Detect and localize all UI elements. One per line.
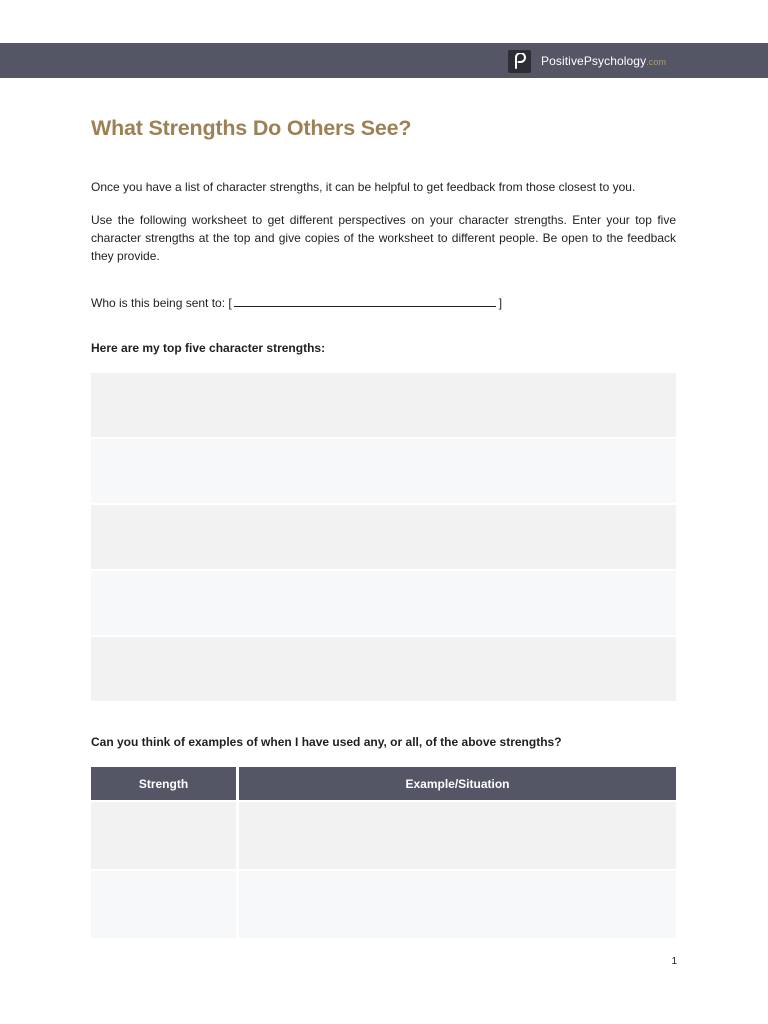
intro-paragraph-1: Once you have a list of character strengths, it can be helpful to get feedback from those closest to you. [91, 180, 636, 194]
sent-to-field[interactable] [234, 294, 496, 307]
strength-entry-1[interactable] [91, 373, 676, 437]
intro-paragraph-2: Use the following worksheet to get different perspectives on your character strengths. Enter your top five character strengths at the top and give copies of the worksheet to different people. Be open to the feedback they provide. [91, 213, 676, 263]
p-logo-icon [508, 50, 531, 73]
column-header-example: Example/Situation [239, 767, 676, 800]
page-title: What Strengths Do Others See? [91, 116, 412, 140]
sent-to-row [91, 294, 502, 312]
sent-to-label: Who is this being sent to: [ [91, 296, 232, 310]
strength-entry-3[interactable] [91, 505, 676, 569]
strength-entry-5[interactable] [91, 637, 676, 701]
brand[interactable] [508, 49, 666, 73]
strength-entry-4[interactable] [91, 571, 676, 635]
table-cell-strength-1[interactable] [91, 802, 236, 869]
strength-entry-2[interactable] [91, 439, 676, 503]
table-cell-example-2[interactable] [239, 871, 676, 938]
strengths-heading: Here are my top five character strengths: [91, 341, 326, 355]
header-bar [0, 43, 768, 78]
brand-name: PositivePsychology.com [541, 54, 667, 68]
examples-question: Can you think of examples of when I have used any, or all, of the above strengths? [91, 735, 562, 749]
sent-to-close-bracket: ] [498, 296, 503, 310]
page-number: 1 [671, 956, 677, 967]
table-cell-example-1[interactable] [239, 802, 676, 869]
column-header-strength: Strength [91, 767, 236, 800]
table-cell-strength-2[interactable] [91, 871, 236, 938]
brand-tld: .com [646, 57, 667, 67]
